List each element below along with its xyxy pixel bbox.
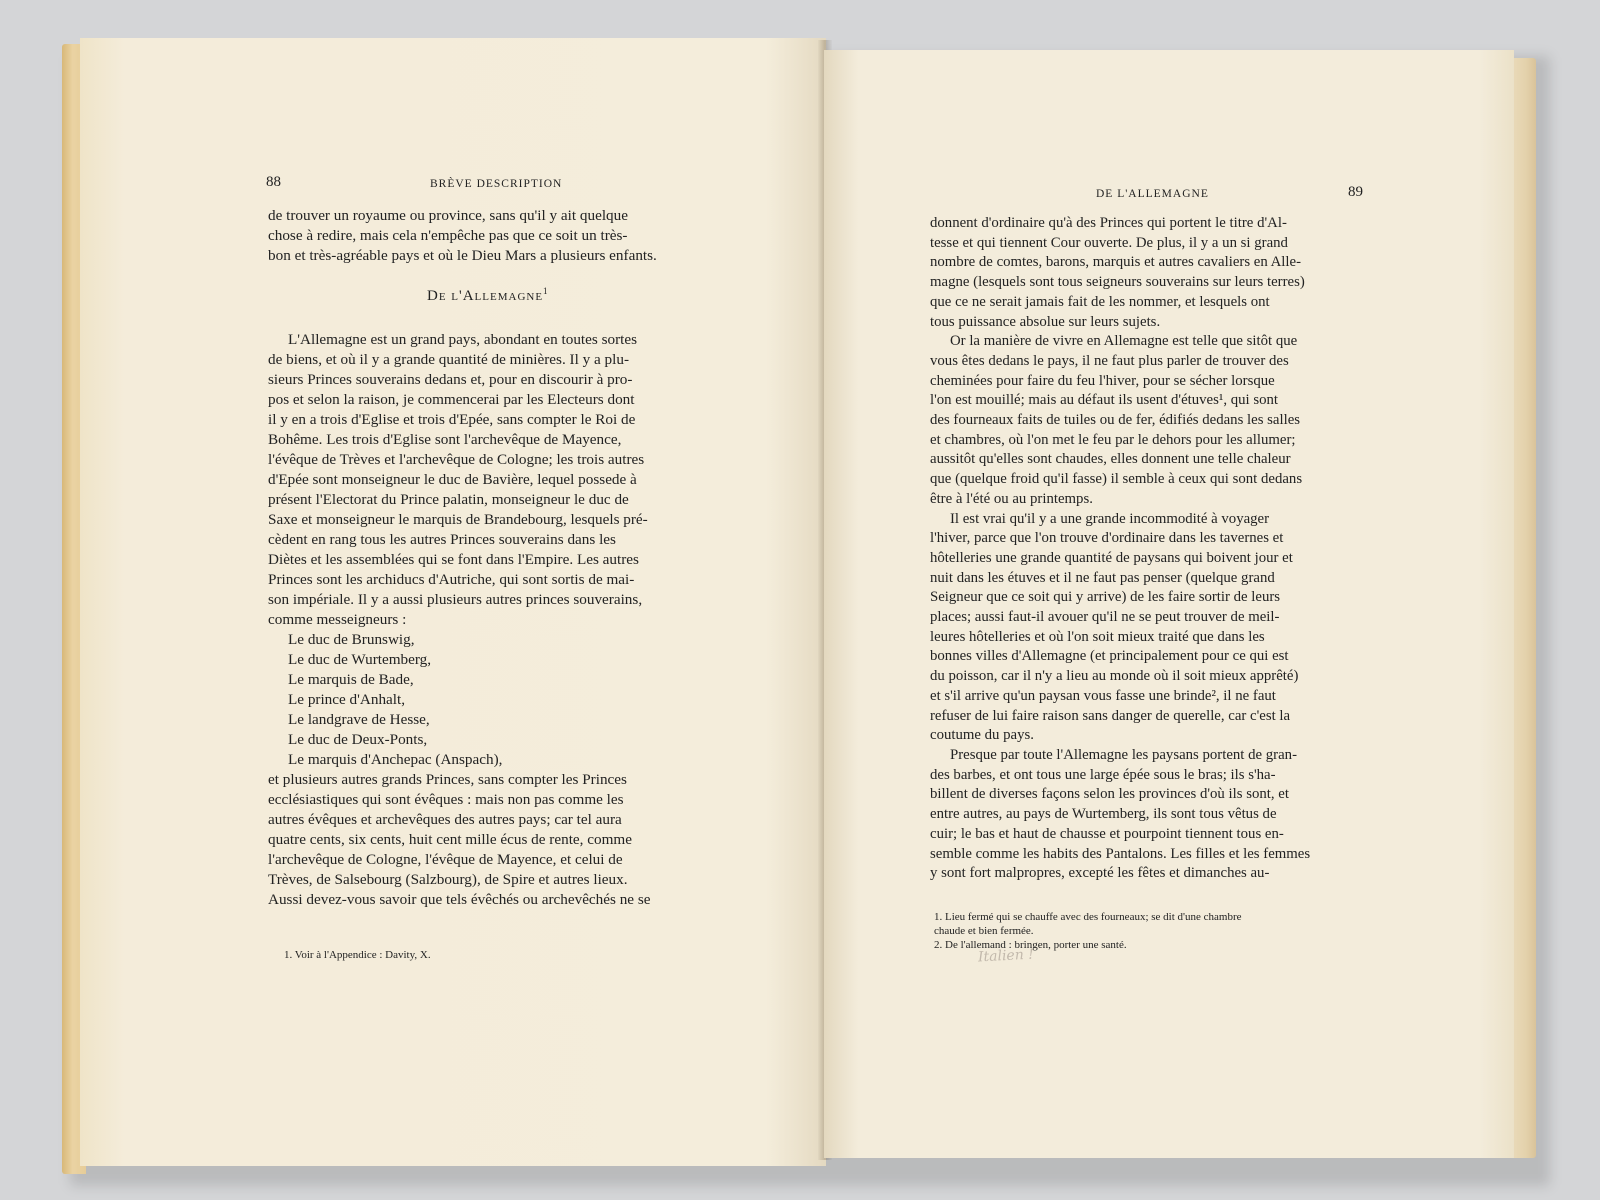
- text-line: chose à redire, mais cela n'empêche pas que ce soit un très-: [268, 227, 628, 244]
- text-line: semble comme les habits des Pantalons. Les filles et les femmes: [930, 845, 1311, 862]
- text-line: Saxe et monseigneur le marquis de Brandebourg, lesquels pré-: [268, 511, 648, 528]
- text-line: aussitôt qu'elles sont chaudes, elles donnent une telle chaleur: [930, 451, 1291, 468]
- page-number-left: 88: [266, 174, 281, 190]
- text-line: donnent d'ordinaire qu'à des Princes qui portent le titre d'Al-: [930, 215, 1287, 231]
- text-line: que (quelque froid qu'il fasse) il semble à ceux qui sont dedans: [930, 471, 1303, 488]
- text-line: coutume du pays.: [930, 727, 1034, 744]
- text-line: l'archevêque de Cologne, l'évêque de Mayence, et celui de: [268, 851, 623, 868]
- text-line: d'Epée sont monseigneur le duc de Bavière, lequel possede à: [268, 471, 637, 488]
- left-paragraph-1: [268, 330, 800, 910]
- list-item: Le prince d'Anhalt,: [288, 691, 406, 708]
- text-line: présent l'Electorat du Prince palatin, monseigneur le duc de: [268, 491, 629, 508]
- text-line: tous puissance absolue sur leurs sujets.: [930, 313, 1161, 330]
- text-line: sieurs Princes souverains dedans et, pour en discourir à pro-: [268, 371, 633, 388]
- text-line: tesse et qui tiennent Cour ouverte. De plus, il y a un si grand: [930, 234, 1288, 251]
- text-line: cèdent en rang tous les autres Princes souverains dans les: [268, 531, 616, 548]
- text-line: vous êtes dedans le pays, il ne faut plus parler de trouver des: [930, 352, 1289, 369]
- right-page: [824, 50, 1514, 1158]
- footnote-line: chaude et bien fermée.: [934, 925, 1034, 937]
- text-line: comme messeigneurs :: [268, 611, 407, 628]
- text-line: hôtelleries une grande quantité de paysans qui boivent jour et: [930, 549, 1293, 566]
- text-line: des fourneaux faits de tuiles ou de fer, édifiés dedans les salles: [930, 412, 1301, 429]
- text-line: cheminées pour faire du feu l'hiver, pour se sécher lorsque: [930, 372, 1275, 389]
- footnote-line: 2. De l'allemand : bringen, porter une santé.: [934, 939, 1127, 951]
- text-line: entre autres, au pays de Wurtemberg, ils sont tous vêtus de: [930, 806, 1277, 823]
- text-line: y sont fort malpropres, excepté les fêtes et dimanches au-: [930, 865, 1270, 882]
- text-line: Bohême. Les trois d'Eglise sont l'archevêque de Mayence,: [268, 431, 622, 448]
- text-line: l'évêque de Trèves et l'archevêque de Cologne; les trois autres: [268, 451, 645, 468]
- text-line: de biens, et où il y a grande quantité de minières. Il y a plu-: [268, 351, 630, 368]
- list-item: Le duc de Deux-Ponts,: [288, 731, 428, 748]
- text-line: que ce ne serait jamais fait de les nommer, et lesquels ont: [930, 293, 1270, 310]
- heading-text: De l'Allemagne: [427, 288, 544, 304]
- text-line: du poisson, car il n'y a lieu au monde où il soit mieux apprêté): [930, 668, 1299, 685]
- text-line: autres évêques et archevêques des autres pays; car tel aura: [268, 811, 622, 828]
- text-line: Or la manière de vivre en Allemagne est telle que sitôt que: [950, 333, 1298, 350]
- text-line: quatre cents, six cents, huit cent mille écus de rente, comme: [268, 831, 632, 848]
- text-line: places; aussi faut-il avouer qu'il ne se peut trouver de meil-: [930, 609, 1280, 626]
- text-line: magne (lesquels sont tous seigneurs souverains sur leurs terres): [930, 274, 1305, 291]
- intro-text: [268, 206, 800, 266]
- running-head-right: DE L'ALLEMAGNE: [1096, 188, 1209, 200]
- princes-list: [268, 630, 800, 770]
- text-line: Il est vrai qu'il y a une grande incommodité à voyager: [950, 510, 1270, 527]
- text-line: L'Allemagne est un grand pays, abondant en toutes sortes: [288, 331, 638, 348]
- pencil-annotation: Italien !: [977, 946, 1035, 966]
- text-line: son impériale. Il y a aussi plusieurs autres princes souverains,: [268, 591, 643, 608]
- text-line: des barbes, et ont tous une large épée sous le bras; ils s'ha-: [930, 766, 1276, 783]
- text-line: nuit dans les étuves et il ne faut pas penser (quelque grand: [930, 569, 1275, 586]
- text-line: cuir; le bas et haut de chausse et pourpoint tiennent tous en-: [930, 825, 1284, 842]
- text-line: Aussi devez-vous savoir que tels évêchés ou archevêchés ne se: [268, 891, 651, 908]
- text-line: nombre de comtes, barons, marquis et autres cavaliers en Alle-: [930, 254, 1302, 271]
- text-line: et plusieurs autres grands Princes, sans compter les Princes: [268, 771, 627, 788]
- text-line: bonnes villes d'Allemagne (et principalement pour ce qui est: [930, 648, 1289, 665]
- text-line: refuser de lui faire raison sans danger de querelle, car c'est la: [930, 707, 1291, 724]
- text-line: de trouver un royaume ou province, sans qu'il y ait quelque: [268, 207, 628, 224]
- section-heading: [427, 288, 549, 305]
- text-line: Seigneur que ce soit qui y arrive) de les faire sortir de leurs: [930, 589, 1281, 606]
- list-item: Le landgrave de Hesse,: [288, 711, 430, 728]
- text-line: Trèves, de Salsebourg (Salzbourg), de Spire et autres lieux.: [268, 871, 628, 888]
- text-line: il y en a trois d'Eglise et trois d'Epée, sans compter le Roi de: [268, 411, 636, 428]
- list-item: Le marquis de Bade,: [288, 671, 414, 688]
- text-line: l'on est mouillé; mais au défaut ils usent d'étuves¹, qui sont: [930, 392, 1278, 409]
- page-number-right: 89: [1348, 184, 1363, 200]
- text-line: Presque par toute l'Allemagne les paysans portent de gran-: [950, 746, 1297, 763]
- heading-note: 1: [543, 286, 549, 296]
- text-line: billent de diverses façons selon les provinces d'où ils sont, et: [930, 786, 1289, 803]
- list-item: Le duc de Wurtemberg,: [288, 651, 432, 668]
- footnote-line: 1. Lieu fermé qui se chauffe avec des fourneaux; se dit d'une chambre: [934, 911, 1242, 923]
- list-item: Le marquis d'Anchepac (Anspach),: [288, 751, 503, 768]
- footnotes-right: [934, 910, 1358, 952]
- text-line: être à l'été ou au printemps.: [930, 490, 1093, 507]
- text-line: et chambres, où l'on met le feu par le dehors pour les allumer;: [930, 431, 1296, 448]
- text-line: et s'il arrive qu'un paysan vous fasse une brinde², il ne faut: [930, 687, 1276, 704]
- text-line: ecclésiastiques qui sont évêques : mais non pas comme les: [268, 791, 624, 808]
- footnote-left: 1. Voir à l'Appendice : Davity, X.: [284, 949, 431, 961]
- text-line: pos et selon la raison, je commencerai par les Electeurs dont: [268, 391, 635, 408]
- text-line: Princes sont les archiducs d'Autriche, qui sont sortis de mai-: [268, 571, 635, 588]
- text-line: bon et très-agréable pays et où le Dieu Mars a plusieurs enfants.: [268, 247, 657, 264]
- list-item: Le duc de Brunswig,: [288, 631, 415, 648]
- text-line: Diètes et les assemblées qui se font dans l'Empire. Les autres: [268, 551, 639, 568]
- text-line: leures hôtelleries et où l'on soit mieux traité que dans les: [930, 628, 1265, 645]
- running-head-left: BRÈVE DESCRIPTION: [430, 178, 563, 190]
- left-page: [80, 38, 826, 1166]
- text-line: l'hiver, parce que l'on trouve d'ordinaire dans les tavernes et: [930, 530, 1284, 547]
- right-text: [930, 214, 1358, 884]
